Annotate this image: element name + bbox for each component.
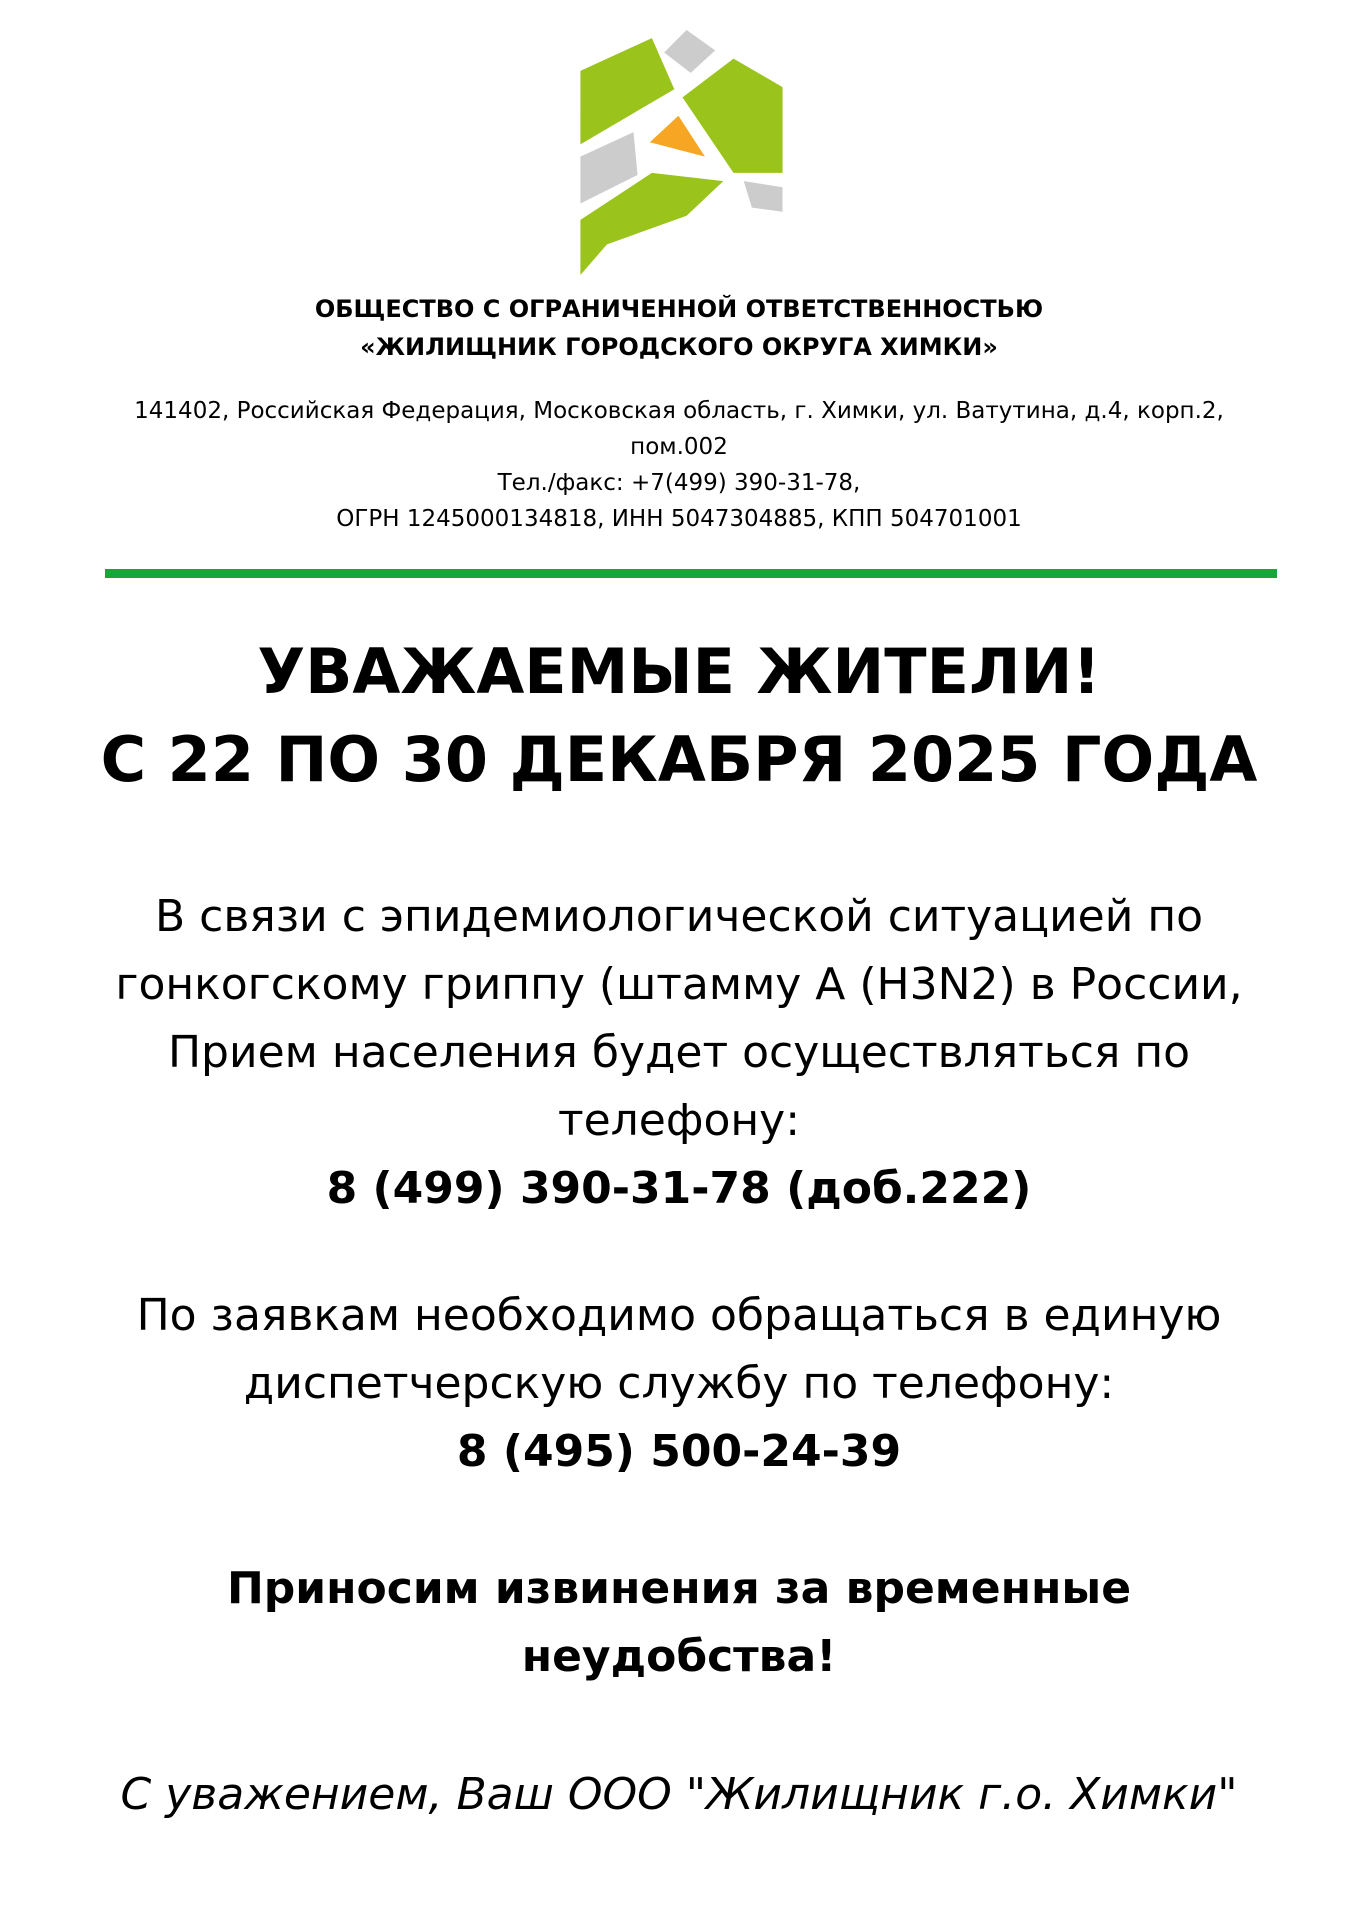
apology-notice — [40, 1555, 1318, 1691]
logo-gray-right-shape — [744, 181, 783, 212]
covid-line3: Прием населения будет осуществляться по — [167, 1027, 1191, 1078]
dispatch-notice — [40, 1282, 1318, 1486]
dispatch-line1: По заявкам необходимо обращаться в единую — [136, 1290, 1222, 1341]
covid-line4: телефону: — [557, 1095, 801, 1146]
address-line2: пом.002 — [630, 434, 728, 460]
organization-contacts — [90, 393, 1268, 537]
company-logo-icon — [580, 30, 785, 275]
logo-gray-top-shape — [664, 30, 715, 73]
org-name-line1: ОБЩЕСТВО С ОГРАНИЧЕННОЙ ОТВЕТСТВЕННОСТЬЮ — [314, 295, 1044, 323]
header-divider — [105, 569, 1277, 578]
registry-line: ОГРН 1245000134818, ИНН 5047304885, КПП 504701001 — [336, 506, 1022, 532]
org-name-line2: «ЖИЛИЩНИК ГОРОДСКОГО ОКРУГА ХИМКИ» — [360, 333, 998, 361]
signature: С уважением, Ваш ООО "Жилищник г.о. Химки" — [120, 1769, 1238, 1820]
notice-headline — [0, 628, 1358, 804]
headline-line2: С 22 ПО 30 ДЕКАБРЯ 2025 ГОДА — [100, 723, 1258, 796]
logo-green-left-shape — [580, 38, 674, 144]
dispatch-line2: диспетчерскую службу по телефону: — [243, 1358, 1115, 1409]
apology-line1: Приносим извинения за временные — [226, 1563, 1132, 1614]
logo-orange-triangle-shape — [650, 116, 705, 157]
address-line1: 141402, Российская Федерация, Московская область, г. Химки, ул. Ватутина, д.4, корп.2, — [134, 398, 1224, 424]
covid-line2: гонкогскому гриппу (штамму А (H3N2) в России, — [115, 959, 1243, 1010]
phone-fax-line: Тел./факс: +7(499) 390-31-78, — [497, 470, 861, 496]
covid-line1: В связи с эпидемиологической ситуацией по — [154, 891, 1204, 942]
dispatch-phone: 8 (495) 500-24-39 — [456, 1426, 902, 1477]
headline-line1: УВАЖАЕМЫЕ ЖИТЕЛИ! — [257, 635, 1101, 708]
organization-name — [0, 290, 1358, 366]
reception-notice — [40, 883, 1318, 1223]
apology-line2: неудобства! — [521, 1631, 837, 1682]
logo-green-right-shape — [683, 59, 783, 173]
reception-phone: 8 (499) 390-31-78 (доб.222) — [326, 1163, 1032, 1214]
